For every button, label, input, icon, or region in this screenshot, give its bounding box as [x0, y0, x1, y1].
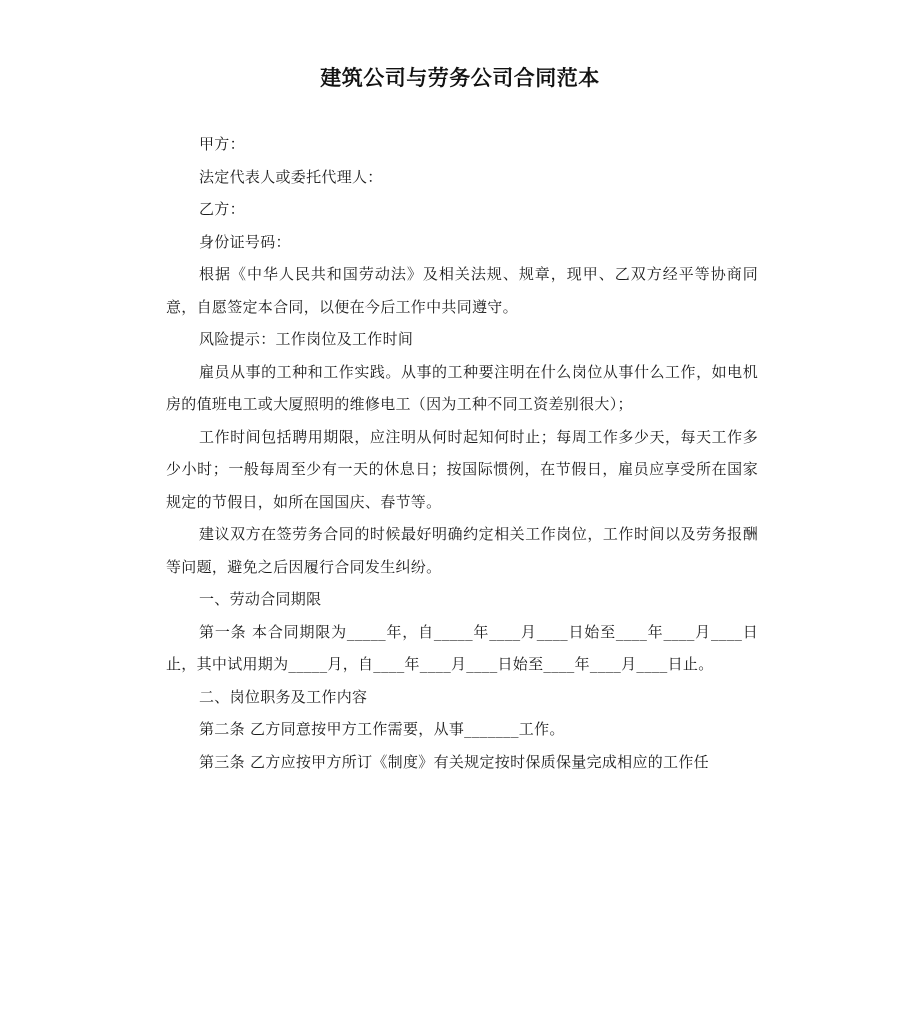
document-body — [166, 128, 758, 778]
party-b-line: 乙方： — [199, 200, 245, 218]
section-heading-job-duties: 二、岗位职务及工作内容 — [199, 687, 368, 706]
job-type-paragraph: 雇员从事的工种和工作实践。从事的工种要注明在什么岗位从事什么工作，如电机房的值班电工或大厦照明的维修电工（因为工种不同工资差别很大）； — [166, 362, 758, 413]
preamble-paragraph: 根据《中华人民共和国劳动法》及相关法规、规章，现甲、乙双方经平等协商同意，自愿签定本合同，以便在今后工作中共同遵守。 — [166, 265, 758, 316]
document-title: 建筑公司与劳务公司合同范本 — [320, 66, 600, 90]
article-1: 第一条 本合同期限为_____年，自_____年____月____日始至____年____月____日止，其中试用期为_____月，自____年____月____日始至____年____月____日止。 — [166, 622, 758, 673]
advice-paragraph: 建议双方在签劳务合同的时候最好明确约定相关工作岗位，工作时间以及劳务报酬等问题，避免之后因履行合同发生纠纷。 — [166, 525, 758, 576]
legal-representative-line: 法定代表人或委托代理人： — [199, 167, 383, 186]
working-hours-paragraph: 工作时间包括聘用期限，应注明从何时起知何时止；每周工作多少天，每天工作多少小时；一般每周至少有一天的休息日；按国际惯例，在节假日，雇员应享受所在国家规定的节假日，如所在国国庆、春节等。 — [166, 427, 758, 511]
party-a-line: 甲方： — [199, 135, 245, 153]
risk-notice-heading: 风险提示：工作岗位及工作时间 — [199, 330, 414, 348]
section-heading-contract-term: 一、劳动合同期限 — [199, 590, 322, 608]
id-number-line: 身份证号码： — [199, 232, 291, 251]
article-2: 第二条 乙方同意按甲方工作需要，从事_______工作。 — [199, 720, 565, 738]
article-3: 第三条 乙方应按甲方所订《制度》有关规定按时保质保量完成相应的工作任 — [199, 752, 709, 771]
